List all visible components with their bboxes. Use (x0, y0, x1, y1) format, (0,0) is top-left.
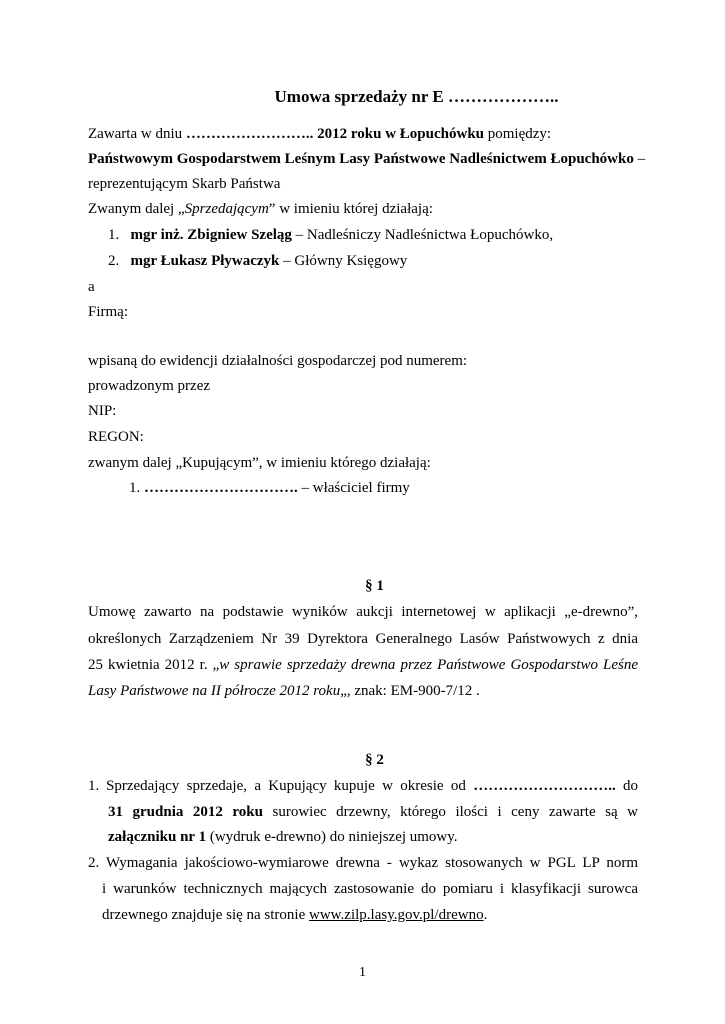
seller-dash: – (633, 151, 646, 167)
and-line: a (88, 279, 95, 295)
called-suffix: ” w imieniu której działają: (268, 201, 433, 217)
concluded-line (88, 125, 551, 143)
section2-item1-line3-rest: (wydruk e-drewno) do niniejszej umowy. (206, 829, 458, 845)
section2-item1-dots: ……………………….. (473, 778, 616, 794)
section2-item1-line1-suffix: do (615, 778, 639, 794)
representative-role: – Nadleśniczy Nadleśnictwa Łopuchówko, (291, 227, 554, 243)
concluded-date: …………………….. 2012 roku w Łopuchówku (185, 126, 485, 142)
section2-item1-line2-bold: 31 grudnia 2012 roku (108, 804, 263, 820)
regon-line: REGON: (88, 429, 144, 445)
section1-line4-italic: Lasy Państwowe na II półrocze 2012 roku (88, 683, 341, 699)
firm-line: Firmą: (88, 304, 128, 320)
representative-item (108, 252, 407, 270)
section2-item1-line3-bold: załączniku nr 1 (108, 829, 207, 845)
section2-item1-line1-prefix: Sprzedający sprzedaje, a Kupujący kupuje w okresie od (106, 778, 474, 794)
section2-item2-line3-prefix: drzewnego znajduje się na stronie (102, 907, 310, 923)
section1-line3-prefix: 25 kwietnia 2012 r. „ (88, 657, 220, 673)
section1-line1: Umowę zawarto na podstawie wyników aukcji internetowej w aplikacji „e-drewno”, (88, 604, 638, 620)
section1-line4-suffix: „, znak: EM-900-7/12 . (340, 683, 480, 699)
owner-num: 1. (129, 480, 141, 496)
section2-item2-line3 (102, 906, 487, 924)
representative-num: 2. (108, 253, 120, 269)
called-prefix: Zwanym dalej „ (88, 201, 185, 217)
section2-item1-num: 1. (88, 778, 100, 794)
section2-item2-line2: i warunków technicznych mających zastosowanie do pomiaru i klasyfikacji surowca (102, 881, 638, 897)
section2-heading: § 2 (365, 752, 384, 768)
owner-role: – właściciel firmy (297, 480, 410, 496)
section1-line3-italic: w sprawie sprzedaży drewna przez Państwowe Gospodarstwo Leśne (219, 657, 638, 673)
called-seller-line (88, 200, 433, 218)
section1-heading: § 1 (365, 578, 384, 594)
document-title: Umowa sprzedaży nr E ……………….. (274, 87, 559, 106)
section2-item2-line3-suffix: . (483, 907, 488, 923)
representative-num: 1. (108, 227, 120, 243)
nip-line: NIP: (88, 403, 117, 419)
section1-line3 (88, 656, 638, 674)
section2-item1-line1 (106, 777, 638, 795)
section1-line2: określonych Zarządzeniem Nr 39 Dyrektora Generalnego Lasów Państwowych z dnia (88, 631, 638, 647)
drewno-link[interactable]: www.zilp.lasy.gov.pl/drewno (309, 907, 484, 923)
representative-item (108, 226, 553, 244)
owner-line (129, 479, 410, 497)
section2-item2-line1: Wymagania jakościowo-wymiarowe drewna - wykaz stosowanych w PGL LP norm (106, 855, 638, 871)
section2-item2-num: 2. (88, 855, 100, 871)
registry-line: wpisaną do ewidencji działalności gospodarczej pod numerem: (88, 353, 468, 369)
section1-line4 (88, 682, 480, 700)
section2-item1-line2-rest: surowiec drzewny, którego ilości i ceny zawarte są w (262, 804, 638, 820)
concluded-prefix: Zawarta w dniu (88, 126, 186, 142)
concluded-suffix: pomiędzy: (484, 126, 552, 142)
called-buyer-line: zwanym dalej „Kupującym”, w imieniu którego działają: (88, 455, 431, 471)
representative-role: – Główny Księgowy (279, 253, 408, 269)
page-number: 1 (359, 965, 366, 980)
run-by-line: prowadzonym przez (88, 378, 211, 394)
represents-line: reprezentującym Skarb Państwa (88, 176, 281, 192)
representative-name: mgr Łukasz Pływaczyk (130, 253, 280, 269)
seller-line (88, 150, 645, 168)
representative-name: mgr inż. Zbigniew Szeląg (130, 227, 292, 243)
owner-dots: …………………………. (144, 480, 298, 496)
section2-item1-line2 (108, 803, 638, 821)
seller-name: Państwowym Gospodarstwem Leśnym Lasy Państwowe Nadleśnictwem Łopuchówko (88, 151, 634, 167)
called-name: Sprzedającym (184, 201, 269, 217)
section2-item1-line3 (108, 828, 458, 846)
